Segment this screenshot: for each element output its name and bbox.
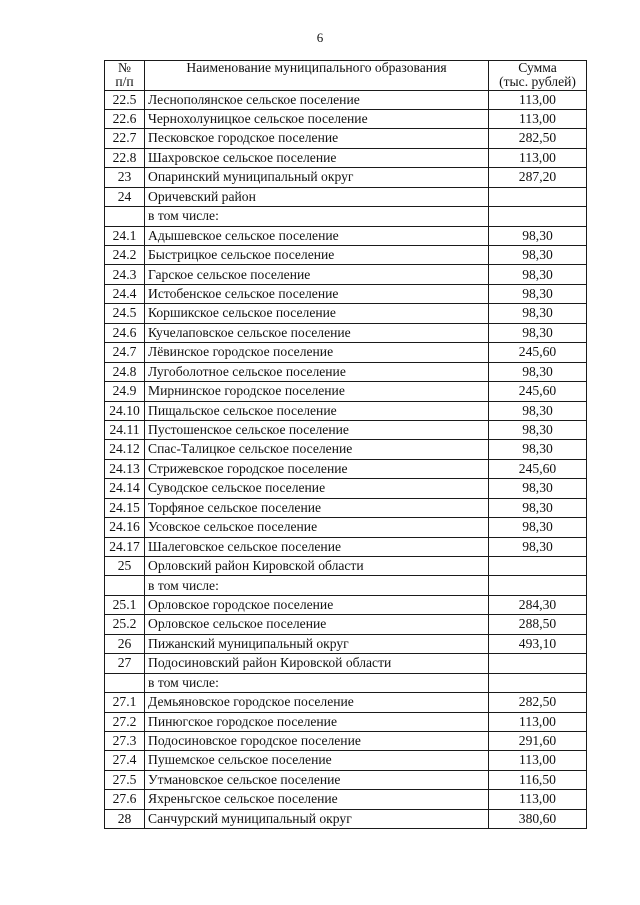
row-name: Мирнинское городское поселение xyxy=(145,382,489,401)
row-name: Яхреньгское сельское поселение xyxy=(145,790,489,809)
row-sum: 288,50 xyxy=(489,615,587,634)
table-row xyxy=(105,693,587,712)
row-name: Чернохолуницкое сельское поселение xyxy=(145,109,489,128)
row-number: 27.4 xyxy=(105,751,145,770)
table-row xyxy=(105,265,587,284)
header-number xyxy=(105,61,145,91)
table-row xyxy=(105,537,587,556)
row-sum: 282,50 xyxy=(489,693,587,712)
table-row xyxy=(105,246,587,265)
row-sum: 245,60 xyxy=(489,382,587,401)
row-sum: 493,10 xyxy=(489,634,587,653)
row-number: 24.1 xyxy=(105,226,145,245)
table-row xyxy=(105,576,587,595)
row-sum: 98,30 xyxy=(489,323,587,342)
row-sum: 282,50 xyxy=(489,129,587,148)
row-name: в том числе: xyxy=(145,673,489,692)
row-name: Лугоболотное сельское поселение xyxy=(145,362,489,381)
row-number: 23 xyxy=(105,168,145,187)
row-name: Пушемское сельское поселение xyxy=(145,751,489,770)
row-name: Подосиновское городское поселение xyxy=(145,731,489,750)
table-row xyxy=(105,323,587,342)
row-sum: 98,30 xyxy=(489,284,587,303)
row-number: 24.7 xyxy=(105,343,145,362)
table-row xyxy=(105,284,587,303)
row-name: Быстрицкое сельское поселение xyxy=(145,246,489,265)
table-row xyxy=(105,731,587,750)
row-number: 24.14 xyxy=(105,479,145,498)
row-name: Лёвинское городское поселение xyxy=(145,343,489,362)
table-row xyxy=(105,673,587,692)
row-name: Кучелаповское сельское поселение xyxy=(145,323,489,342)
row-number: 24 xyxy=(105,187,145,206)
row-name: Стрижевское городское поселение xyxy=(145,459,489,478)
row-sum: 98,30 xyxy=(489,226,587,245)
table-row xyxy=(105,304,587,323)
row-number: 24.6 xyxy=(105,323,145,342)
row-name: Опаринский муниципальный округ xyxy=(145,168,489,187)
row-number: 27.5 xyxy=(105,770,145,789)
row-sum: 245,60 xyxy=(489,459,587,478)
table-row xyxy=(105,557,587,576)
row-number: 27.1 xyxy=(105,693,145,712)
row-name: Шахровское сельское поселение xyxy=(145,148,489,167)
row-sum: 291,60 xyxy=(489,731,587,750)
row-name: Утмановское сельское поселение xyxy=(145,770,489,789)
table-row xyxy=(105,518,587,537)
row-sum: 287,20 xyxy=(489,168,587,187)
table-row xyxy=(105,207,587,226)
row-sum: 98,30 xyxy=(489,246,587,265)
row-name: Пижанский муниципальный округ xyxy=(145,634,489,653)
row-number: 24.10 xyxy=(105,401,145,420)
row-name: в том числе: xyxy=(145,207,489,226)
table-row xyxy=(105,148,587,167)
row-number: 27 xyxy=(105,654,145,673)
row-number: 25 xyxy=(105,557,145,576)
table-row xyxy=(105,770,587,789)
row-name: Пищальское сельское поселение xyxy=(145,401,489,420)
row-name: Коршикское сельское поселение xyxy=(145,304,489,323)
row-number: 24.13 xyxy=(105,459,145,478)
row-sum: 98,30 xyxy=(489,518,587,537)
table-row xyxy=(105,420,587,439)
row-sum: 116,50 xyxy=(489,770,587,789)
row-number: 25.2 xyxy=(105,615,145,634)
row-number: 24.3 xyxy=(105,265,145,284)
table-row xyxy=(105,751,587,770)
row-number xyxy=(105,576,145,595)
page-number: 6 xyxy=(316,30,324,45)
row-name: Пустошенское сельское поселение xyxy=(145,420,489,439)
row-sum: 245,60 xyxy=(489,343,587,362)
row-sum: 380,60 xyxy=(489,809,587,828)
row-number: 24.5 xyxy=(105,304,145,323)
table-row xyxy=(105,654,587,673)
table-row xyxy=(105,712,587,731)
row-number: 24.17 xyxy=(105,537,145,556)
row-sum: 98,30 xyxy=(489,420,587,439)
row-sum xyxy=(489,187,587,206)
row-number: 22.7 xyxy=(105,129,145,148)
row-name: Песковское городское поселение xyxy=(145,129,489,148)
table-row xyxy=(105,382,587,401)
row-name: Истобенское сельское поселение xyxy=(145,284,489,303)
row-sum: 98,30 xyxy=(489,265,587,284)
row-number: 25.1 xyxy=(105,595,145,614)
row-number: 26 xyxy=(105,634,145,653)
table-row xyxy=(105,343,587,362)
row-sum: 113,00 xyxy=(489,712,587,731)
row-sum: 98,30 xyxy=(489,537,587,556)
row-sum: 98,30 xyxy=(489,440,587,459)
budget-table xyxy=(104,60,587,829)
row-sum: 113,00 xyxy=(489,790,587,809)
table-row xyxy=(105,90,587,109)
header-number-line1: № xyxy=(118,60,131,75)
table-row xyxy=(105,440,587,459)
row-name: Орловский район Кировской области xyxy=(145,557,489,576)
row-name: Шалеговское сельское поселение xyxy=(145,537,489,556)
table-row xyxy=(105,498,587,517)
row-name: Усовское сельское поселение xyxy=(145,518,489,537)
table-row xyxy=(105,595,587,614)
header-sum xyxy=(489,61,587,91)
row-name: Оричевский район xyxy=(145,187,489,206)
row-name: Подосиновский район Кировской области xyxy=(145,654,489,673)
row-name: Торфяное сельское поселение xyxy=(145,498,489,517)
table-row xyxy=(105,109,587,128)
row-number: 24.9 xyxy=(105,382,145,401)
row-sum: 113,00 xyxy=(489,148,587,167)
header-sum-line1: Сумма xyxy=(518,60,557,75)
row-name: Леснополянское сельское поселение xyxy=(145,90,489,109)
row-name: Орловское городское поселение xyxy=(145,595,489,614)
row-name: Спас-Талицкое сельское поселение xyxy=(145,440,489,459)
row-number: 24.12 xyxy=(105,440,145,459)
row-sum: 98,30 xyxy=(489,362,587,381)
table-row xyxy=(105,401,587,420)
row-sum xyxy=(489,576,587,595)
table-row xyxy=(105,634,587,653)
row-sum: 98,30 xyxy=(489,479,587,498)
row-sum: 113,00 xyxy=(489,751,587,770)
row-sum xyxy=(489,207,587,226)
header-sum-line2: (тыс. рублей) xyxy=(499,74,576,90)
row-number xyxy=(105,673,145,692)
row-number: 22.8 xyxy=(105,148,145,167)
row-number: 27.2 xyxy=(105,712,145,731)
row-sum xyxy=(489,557,587,576)
row-number xyxy=(105,207,145,226)
table-row xyxy=(105,362,587,381)
table-row xyxy=(105,790,587,809)
row-name: Гарское сельское поселение xyxy=(145,265,489,284)
row-number: 24.15 xyxy=(105,498,145,517)
row-number: 27.6 xyxy=(105,790,145,809)
row-name: Адышевское сельское поселение xyxy=(145,226,489,245)
header-name: Наименование муниципального образования xyxy=(145,61,489,91)
table-row xyxy=(105,809,587,828)
row-name: Санчурский муниципальный округ xyxy=(145,809,489,828)
row-sum: 98,30 xyxy=(489,401,587,420)
header-number-line2: п/п xyxy=(115,74,134,90)
table-row xyxy=(105,129,587,148)
row-sum: 113,00 xyxy=(489,90,587,109)
row-name: в том числе: xyxy=(145,576,489,595)
table-row xyxy=(105,615,587,634)
row-sum: 98,30 xyxy=(489,304,587,323)
row-number: 24.4 xyxy=(105,284,145,303)
row-sum: 98,30 xyxy=(489,498,587,517)
table-row xyxy=(105,226,587,245)
row-name: Пинюгское городское поселение xyxy=(145,712,489,731)
row-sum: 113,00 xyxy=(489,109,587,128)
row-number: 24.11 xyxy=(105,420,145,439)
row-number: 24.8 xyxy=(105,362,145,381)
table-row xyxy=(105,459,587,478)
row-sum xyxy=(489,654,587,673)
row-sum xyxy=(489,673,587,692)
row-number: 22.6 xyxy=(105,109,145,128)
table-row xyxy=(105,168,587,187)
row-number: 22.5 xyxy=(105,90,145,109)
row-name: Суводское сельское поселение xyxy=(145,479,489,498)
row-number: 24.16 xyxy=(105,518,145,537)
table-body xyxy=(105,90,587,829)
row-name: Орловское сельское поселение xyxy=(145,615,489,634)
table-row xyxy=(105,479,587,498)
row-sum: 284,30 xyxy=(489,595,587,614)
row-number: 27.3 xyxy=(105,731,145,750)
row-number: 24.2 xyxy=(105,246,145,265)
row-number: 28 xyxy=(105,809,145,828)
row-name: Демьяновское городское поселение xyxy=(145,693,489,712)
table-row xyxy=(105,187,587,206)
table-header-row xyxy=(105,61,587,91)
